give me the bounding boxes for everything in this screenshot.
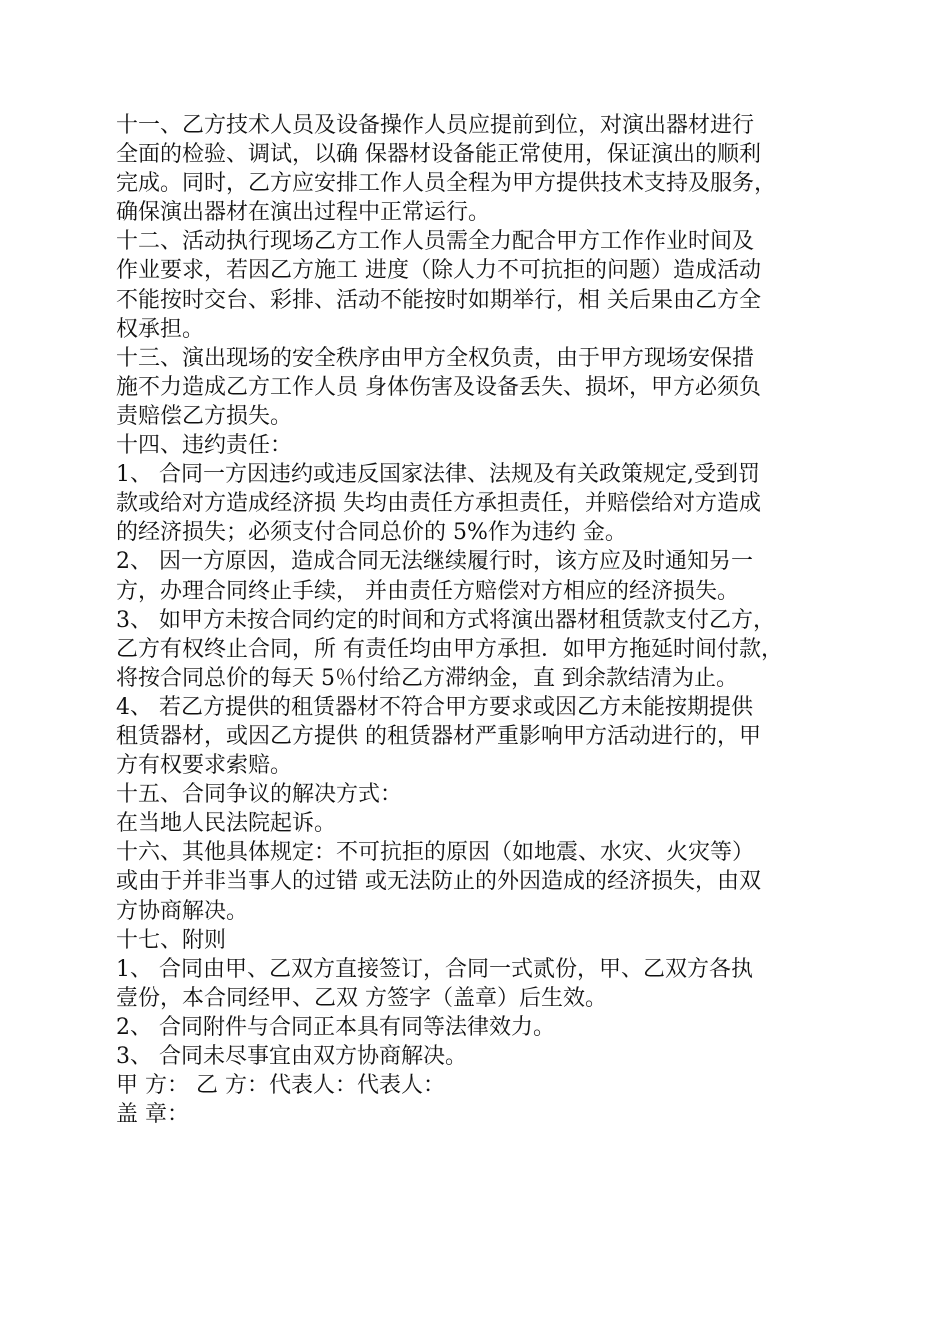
text-line: 1、 合同一方因违约或违反国家法律、法规及有关政策规定,受到罚 <box>116 462 760 488</box>
text-line: 作业要求，若因乙方施工 进度（除人力不可抗拒的问题）造成活动 <box>116 258 761 284</box>
text-line: 方协商解决。 <box>116 898 249 924</box>
text-line: 十二、活动执行现场乙方工作人员需全力配合甲方工作作业时间及 <box>116 229 755 255</box>
text-line: 十七、附则 <box>116 927 227 953</box>
text-line: 十五、合同争议的解决方式： <box>116 782 403 808</box>
text-line: 方，办理合同终止手续， 并由责任方赔偿对方相应的经济损失。 <box>116 578 739 604</box>
text-line: 2、 合同附件与合同正本具有同等法律效力。 <box>116 1014 555 1040</box>
text-line: 1、 合同由甲、乙双方直接签订，合同一式贰份，甲、乙双方各执 <box>116 956 753 982</box>
text-line: 款或给对方造成经济损 失均由责任方承担责任，并赔偿给对方造成 <box>116 491 761 517</box>
text-line: 责赔偿乙方损失。 <box>116 403 293 429</box>
text-line: 不能按时交台、彩排、活动不能按时如期举行，相 关后果由乙方全 <box>116 287 761 313</box>
text-line: 2、 因一方原因，造成合同无法继续履行时，该方应及时通知另一 <box>116 549 753 575</box>
text-line: 租赁器材，或因乙方提供 的租赁器材严重影响甲方活动进行的，甲 <box>116 723 761 749</box>
text-line: 确保演出器材在演出过程中正常运行。 <box>116 200 491 226</box>
contract-page <box>116 111 856 1129</box>
text-line: 完成。同时，乙方应安排工作人员全程为甲方提供技术支持及服务， <box>116 171 777 197</box>
text-line: 3、 合同未尽事宜由双方协商解决。 <box>116 1044 467 1069</box>
text-line: 在当地人民法院起诉。 <box>116 811 337 837</box>
text-line: 全面的检验、调试，以确 保器材设备能正常使用，保证演出的顺利 <box>116 142 761 168</box>
text-line: 盖 章： <box>116 1102 189 1128</box>
text-line: 十一、乙方技术人员及设备操作人员应提前到位，对演出器材进行 <box>116 113 755 138</box>
text-line: 十三、演出现场的安全秩序由甲方全权负责，由于甲方现场安保措 <box>116 345 755 371</box>
text-line: 3、 如甲方未按合同约定的时间和方式将演出器材租赁款支付乙方， <box>116 607 775 633</box>
text-line: 权承担。 <box>116 316 205 342</box>
text-line: 甲 方： 乙 方：代表人：代表人： <box>116 1073 445 1099</box>
text-line: 的经济损失；必须支付合同总价的 5%作为违约 金。 <box>116 520 627 546</box>
text-line: 十四、违约责任： <box>116 433 293 459</box>
text-line: 4、 若乙方提供的租赁器材不符合甲方要求或因乙方未能按期提供 <box>116 694 753 720</box>
text-line: 方有权要求索赔。 <box>116 753 293 779</box>
text-line: 壹份，本合同经甲、乙双 方签字（盖章）后生效。 <box>116 985 607 1011</box>
text-line: 或由于并非当事人的过错 或无法防止的外因造成的经济损失，由双 <box>116 869 761 895</box>
text-line: 施不力造成乙方工作人员 身体伤害及设备丢失、损坏，甲方必须负 <box>116 374 761 400</box>
text-line: 将按合同总价的每天 5％付给乙方滞纳金，直 到余款结清为止。 <box>116 665 738 691</box>
text-line: 乙方有权终止合同，所 有责任均由甲方承担．如甲方拖延时间付款， <box>116 636 783 662</box>
text-line: 十六、其他具体规定：不可抗拒的原因（如地震、水灾、火灾等） <box>116 840 755 866</box>
